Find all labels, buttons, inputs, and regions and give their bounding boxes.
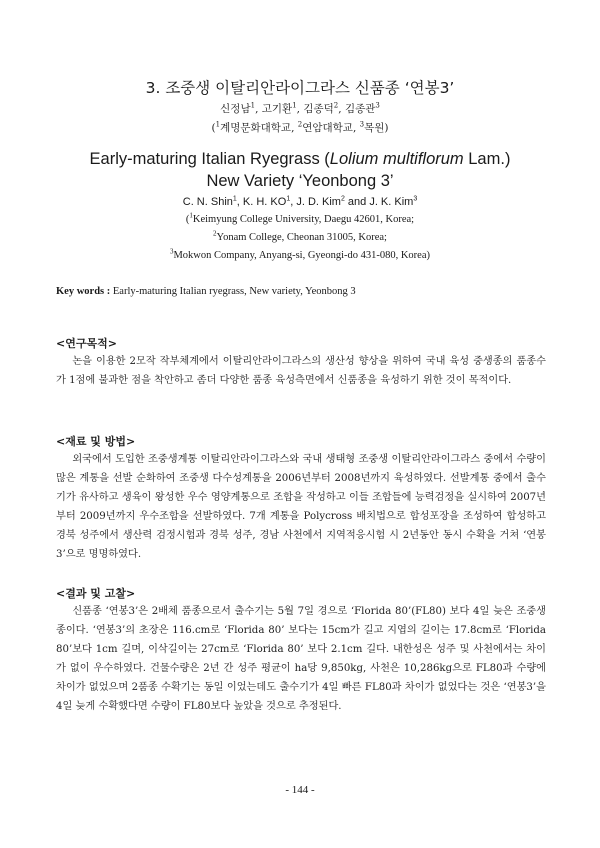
affil-superscript: 1 bbox=[189, 211, 193, 220]
title-text: Early-maturing Italian Ryegrass ( bbox=[89, 150, 330, 168]
keywords-label: Key words : bbox=[56, 286, 111, 297]
species-name: Lolium multiflorum bbox=[329, 150, 464, 168]
page-number: - 144 - bbox=[285, 784, 315, 796]
paren: ( bbox=[211, 122, 216, 134]
english-affiliation-2 bbox=[0, 229, 600, 243]
affiliation: 연암대학교, bbox=[302, 122, 360, 134]
english-title-line1 bbox=[0, 150, 600, 169]
affil-superscript: 2 bbox=[213, 229, 217, 238]
section-body-methods: 외국에서 도입한 조중생계통 이탈리안라이그라스와 국내 생태형 조중생 이탈리안라이그라스 중에서 수량이 많은 계통을 선발 순화하여 조중생 다수성계통을 2006년부터 2008년까지 육성하였다. 선발계통 중에서 출수기가 유사하고 생육이 왕성한 우수 영양계통으로 조합을 작성하고 이들 조합들에 능력검정을 실시하여 2007년부터 2009년까지 우수조합을 선발하였다. 7개 계통을 Polycross 배치법으로 합성포장을 조성하여 합성하고 경북 성주에서 생산력 검정시험과 경북 성주, 경남 사천에서 지역적응시험 시 2년동안 동시 수확을 거쳐 ‘연봉3’으로 명명하였다. bbox=[56, 454, 546, 560]
section-body-results: 신품종 ‘연봉3’은 2배체 품종으로서 출수기는 5월 7일 경으로 ‘Florida 80’(FL80) 보다 4일 늦은 조중생종이다. ‘연봉3’의 초장은 116.cm로 ‘Florida 80’ 보다는 15cm가 길고 지엽의 길이는 17.8cm로 ‘Florida 80’보다 1cm 길며, 이삭길이는 27cm로 ‘Florida 80’ 보다 2.1cm 길다. 내한성은 성주 및 사천에서는 차이가 없이 우수하였다. 건물수량은 2년 간 성주 평균이 ha당 9,850kg, 사천은 10,286kg으로 FL80과 수량에 차이가 없었으며 2품종 수확기는 동일 이었는데도 출수기가 4일 빠른 FL80과 차이가 없었다는 것은 ‘연봉3’을 4일 늦게 수확했다면 수량이 FL80보다 높았을 것으로 추정된다. bbox=[56, 606, 546, 712]
affiliation: 목원) bbox=[364, 122, 389, 134]
affiliation: 계명문화대학교, bbox=[220, 122, 298, 134]
affil-superscript: 2 bbox=[297, 120, 303, 129]
author-name: 신정남 bbox=[220, 103, 251, 115]
title-text: Lam.) bbox=[463, 150, 511, 168]
affiliation: Keimyung College University, Daegu 42601, Korea; bbox=[192, 214, 415, 225]
korean-authors: 신정남$^1$, 고기환$^1$, 김종덕$^2$, 김종관$^3$ bbox=[220, 101, 380, 115]
author-superscript: 3 bbox=[413, 195, 418, 203]
author-name: 고기환 bbox=[261, 103, 293, 115]
author-superscript: 2 bbox=[333, 101, 339, 110]
author-name: , K. H. KO bbox=[236, 196, 287, 208]
author-name: , J. D. Kim bbox=[290, 196, 341, 208]
korean-affiliations bbox=[0, 120, 600, 135]
author-name: 김종덕 bbox=[303, 103, 334, 115]
paren: ( bbox=[185, 214, 190, 225]
author-superscript: 3 bbox=[375, 101, 380, 110]
section-heading-results: <결과 및 고찰> bbox=[56, 587, 136, 600]
author-superscript: 1 bbox=[286, 195, 291, 203]
author-name: 김종관 bbox=[344, 103, 376, 115]
english-title-line2: New Variety ‘Yeonbong 3’ bbox=[206, 172, 394, 190]
affiliation: Yonam College, Cheonan 31005, Korea; bbox=[216, 232, 387, 243]
section-body-objective: 논을 이용한 2모작 작부체계에서 이탈리안라이그라스의 생산성 향상을 위하여 국내 육성 중생종의 품종수가 1점에 불과한 점을 착안하고 좀더 다양한 품종 육성측면에서 신품종을 육성하기 위한 것이 목적이다. bbox=[56, 356, 546, 386]
section-heading-objective: <연구목적> bbox=[56, 337, 117, 350]
keywords bbox=[56, 286, 356, 297]
author-superscript: 1 bbox=[250, 101, 256, 110]
affil-superscript: 3 bbox=[169, 247, 174, 256]
section-heading-methods: <재료 및 방법> bbox=[56, 435, 136, 448]
author-name: C. N. Shin bbox=[182, 196, 233, 208]
affiliation: Mokwon Company, Anyang-si, Gyeongi-do 431-080, Korea) bbox=[173, 250, 431, 261]
korean-title: 3. 조중생 이탈리안라이그라스 신품종 ‘연봉3’ bbox=[145, 79, 455, 97]
author-superscript: 1 bbox=[232, 195, 237, 203]
english-authors bbox=[0, 196, 600, 208]
english-affiliation-3 bbox=[0, 247, 600, 261]
affil-superscript: 3 bbox=[359, 120, 365, 129]
affil-superscript: 1 bbox=[215, 120, 221, 129]
english-affiliation-1 bbox=[0, 211, 600, 225]
keywords-text: Early-maturing Italian ryegrass, New variety, Yeonbong 3 bbox=[110, 286, 356, 297]
author-superscript: 1 bbox=[292, 101, 297, 110]
author-name: and J. K. Kim bbox=[344, 196, 414, 208]
author-superscript: 2 bbox=[340, 195, 345, 203]
